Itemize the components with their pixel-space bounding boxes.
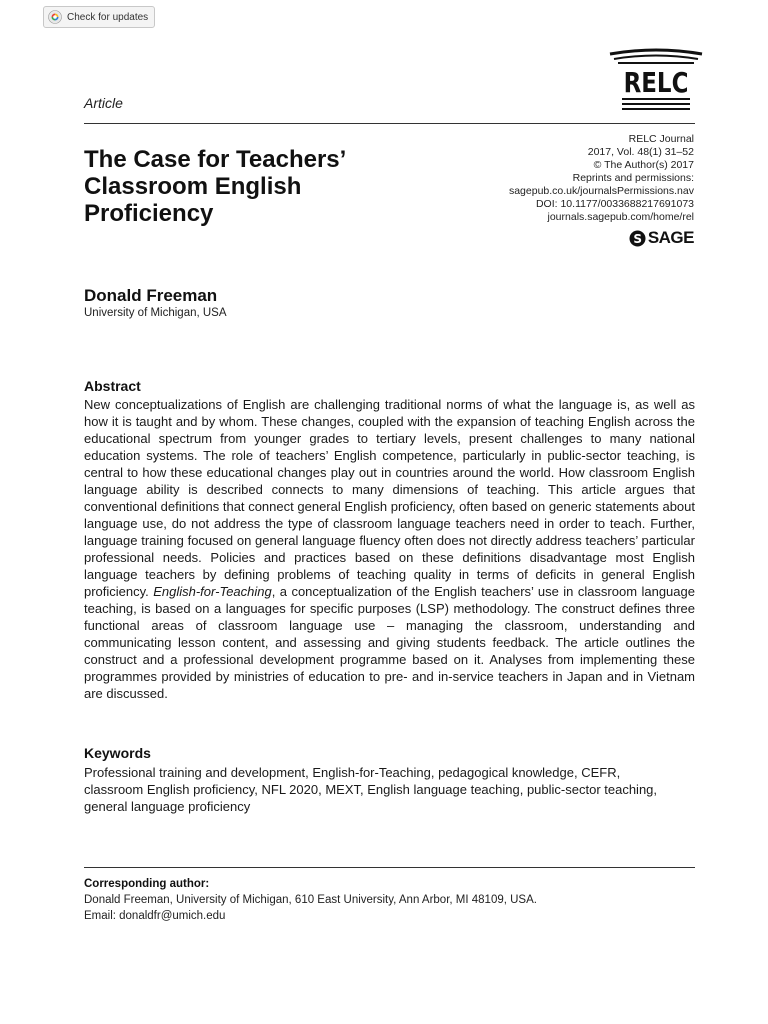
journal-doi[interactable]: DOI: 10.1177/0033688217691073 bbox=[535, 198, 694, 210]
corresponding-author-email[interactable]: Email: donaldfr@umich.edu bbox=[84, 910, 226, 922]
author-affiliation: University of Michigan, USA bbox=[84, 307, 227, 319]
article-title bbox=[84, 146, 464, 227]
title-line: Classroom English bbox=[84, 173, 302, 200]
permissions-link[interactable]: sagepub.co.uk/journalsPermissions.nav bbox=[508, 185, 694, 197]
abstract-text-part: New conceptualizations of English are challenging traditional norms of what the language is, as well as how it is taught and by whom. These changes, coupled with the expansion of teaching English across the educational spectrum from younger grades to tertiary levels, present challenges to many national education systems. The role of teachers’ English competence, particularly in public-sector teaching, is central to how these educational changes play out in countries around the world. How classroom English language ability is described connects to many dimensions of teaching. This article argues that conventional definitions that connect general English proficiency, often based on generic statements about language use, do not address the type of classroom language teachers need in order to teach. Further, language training focused on general language fluency often does not directly address teachers’ particular professional needs. Policies and practices based on these definitions disadvantage most English language teachers by defining problems of teaching quality in terms of deficits in general English proficiency. bbox=[84, 397, 695, 599]
article-type-label: Article bbox=[84, 95, 123, 111]
journal-volume: 2017, Vol. 48(1) 31–52 bbox=[587, 146, 694, 158]
check-updates-label: Check for updates bbox=[67, 11, 149, 23]
footer-divider bbox=[84, 867, 695, 868]
sage-s-icon bbox=[629, 230, 646, 247]
keywords-heading: Keywords bbox=[84, 745, 151, 761]
title-line: The Case for Teachers’ bbox=[84, 146, 347, 173]
abstract-text bbox=[84, 396, 695, 702]
check-updates-icon bbox=[48, 10, 62, 24]
keywords-text: Professional training and development, English-for-Teaching, pedagogical knowledge, CEFR, classroom English proficiency, NFL 2020, MEXT, English language teaching, public-sector teaching, general language proficiency bbox=[84, 765, 658, 814]
header-divider bbox=[84, 123, 695, 124]
sage-logo-text: SAGE bbox=[647, 228, 694, 247]
journal-reprints: Reprints and permissions: bbox=[572, 172, 694, 184]
corresponding-author-address: Donald Freeman, University of Michigan, 610 East University, Ann Arbor, MI 48109, USA. bbox=[84, 894, 537, 906]
relc-logo-text: RELC bbox=[623, 66, 689, 99]
abstract-heading: Abstract bbox=[84, 378, 141, 394]
check-for-updates-button[interactable] bbox=[43, 6, 155, 28]
corresponding-author-heading: Corresponding author: bbox=[84, 878, 210, 890]
title-line: Proficiency bbox=[84, 200, 214, 227]
svg-text:S: S bbox=[633, 231, 642, 246]
journal-home-link[interactable]: journals.sagepub.com/home/rel bbox=[547, 211, 694, 223]
abstract-text-part: , a conceptualization of the English teachers’ use in classroom language teaching, is based on a languages for specific purposes (LSP) methodology. The construct defines three functional areas of classroom language use – managing the classroom, understanding and communicating lesson content, and assessing and giving students feedback. The article outlines the construct and a professional development programme based on it. Analyses from implementing these programmes provided by ministries of education to pre- and in-service teachers in Japan and in Vietnam are discussed. bbox=[84, 584, 695, 701]
abstract-italic-term: English-for-Teaching bbox=[153, 584, 272, 599]
relc-logo bbox=[608, 48, 704, 112]
journal-copyright: © The Author(s) 2017 bbox=[593, 159, 694, 171]
sage-logo bbox=[629, 228, 694, 248]
journal-name: RELC Journal bbox=[628, 133, 694, 145]
journal-info bbox=[509, 133, 694, 224]
author-name: Donald Freeman bbox=[84, 286, 218, 305]
